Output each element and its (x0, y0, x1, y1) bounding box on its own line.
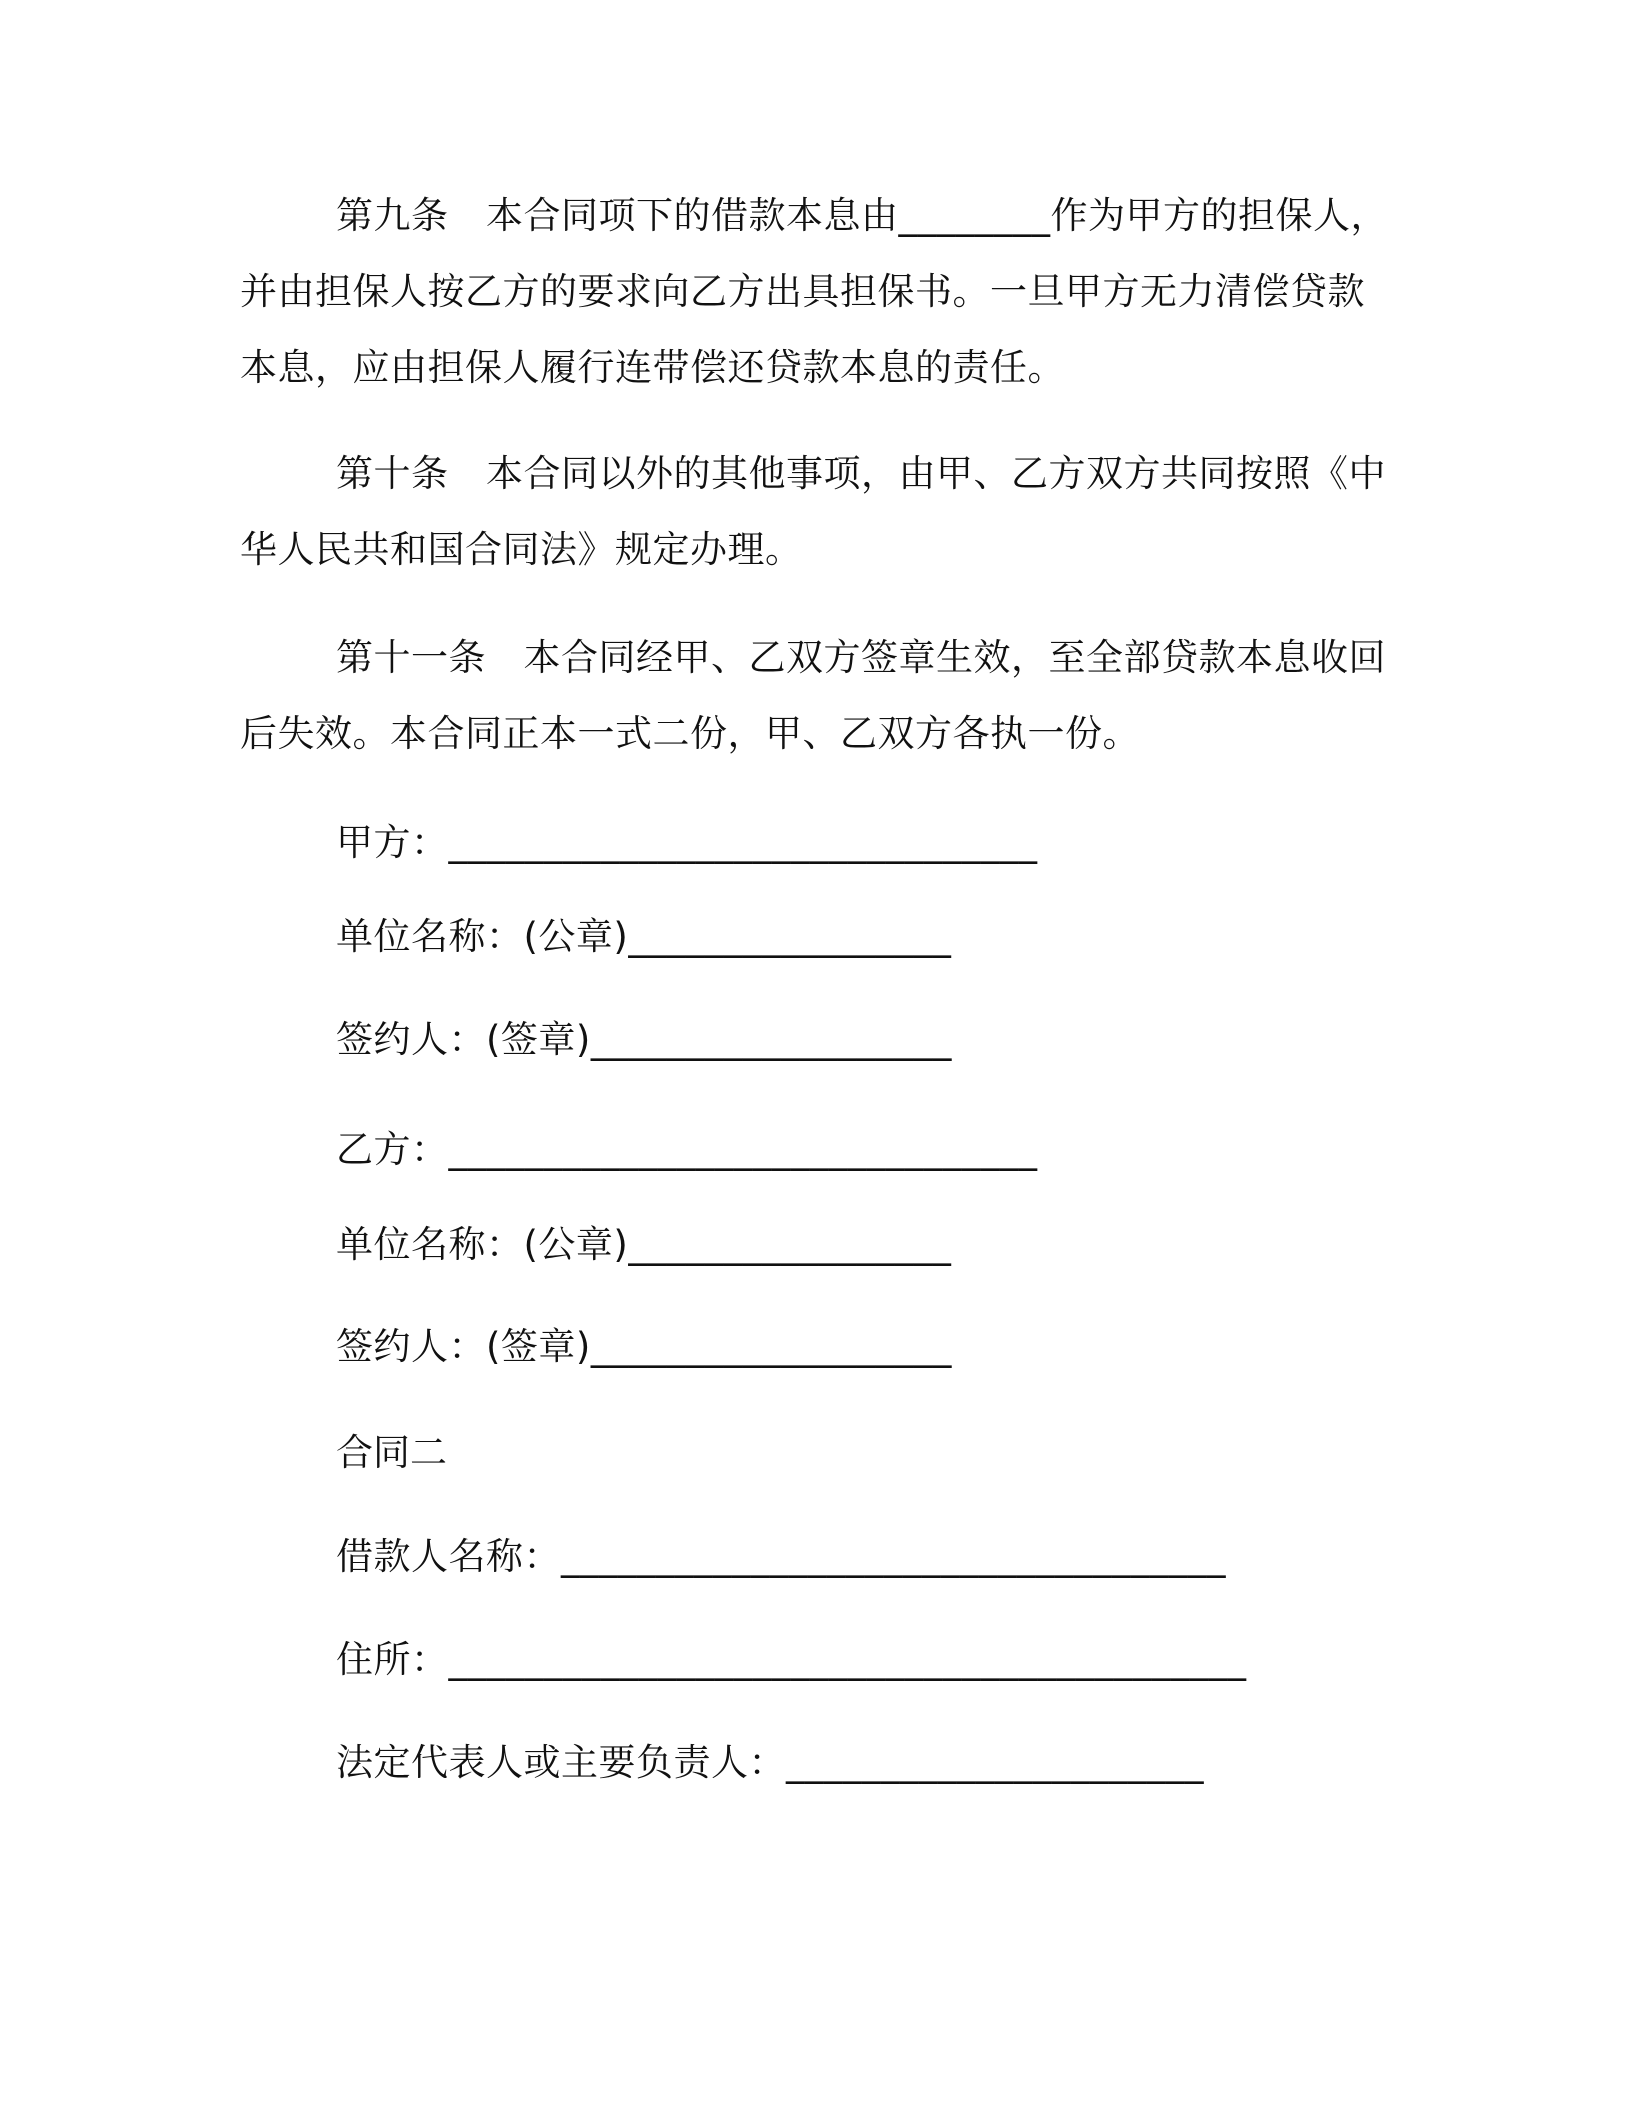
address-field: 住所：__________________________________________ (336, 1638, 1247, 1681)
borrower-name-field: 借款人名称：___________________________________ (336, 1535, 1226, 1578)
party-a-signer: 签约人：(签章)___________________ (336, 1018, 952, 1061)
party-a-label: 甲方：_______________________________ (336, 821, 1038, 864)
party-b-unit-name: 单位名称：(公章)_________________ (336, 1223, 952, 1266)
party-b-label: 乙方：_______________________________ (336, 1128, 1038, 1171)
party-a-unit-name: 单位名称：(公章)_________________ (336, 915, 952, 958)
article-11: 第十一条 本合同经甲、乙双方签章生效，至全部贷款本息收回后失效。本合同正本一式二份，甲、乙双方各执一份。 (240, 636, 1386, 755)
party-b-signer: 签约人：(签章)___________________ (336, 1325, 952, 1368)
contract-2-title: 合同二 (336, 1431, 447, 1474)
legal-representative-field: 法定代表人或主要负责人：______________________ (336, 1741, 1204, 1784)
article-9: 第九条 本合同项下的借款本息由________作为甲方的担保人，并由担保人按乙方的要求向乙方出具担保书。一旦甲方无力清偿贷款本息，应由担保人履行连带偿还贷款本息的责任。 (240, 194, 1388, 389)
article-10: 第十条 本合同以外的其他事项，由甲、乙方双方共同按照《中华人民共和国合同法》规定办理。 (240, 452, 1386, 571)
